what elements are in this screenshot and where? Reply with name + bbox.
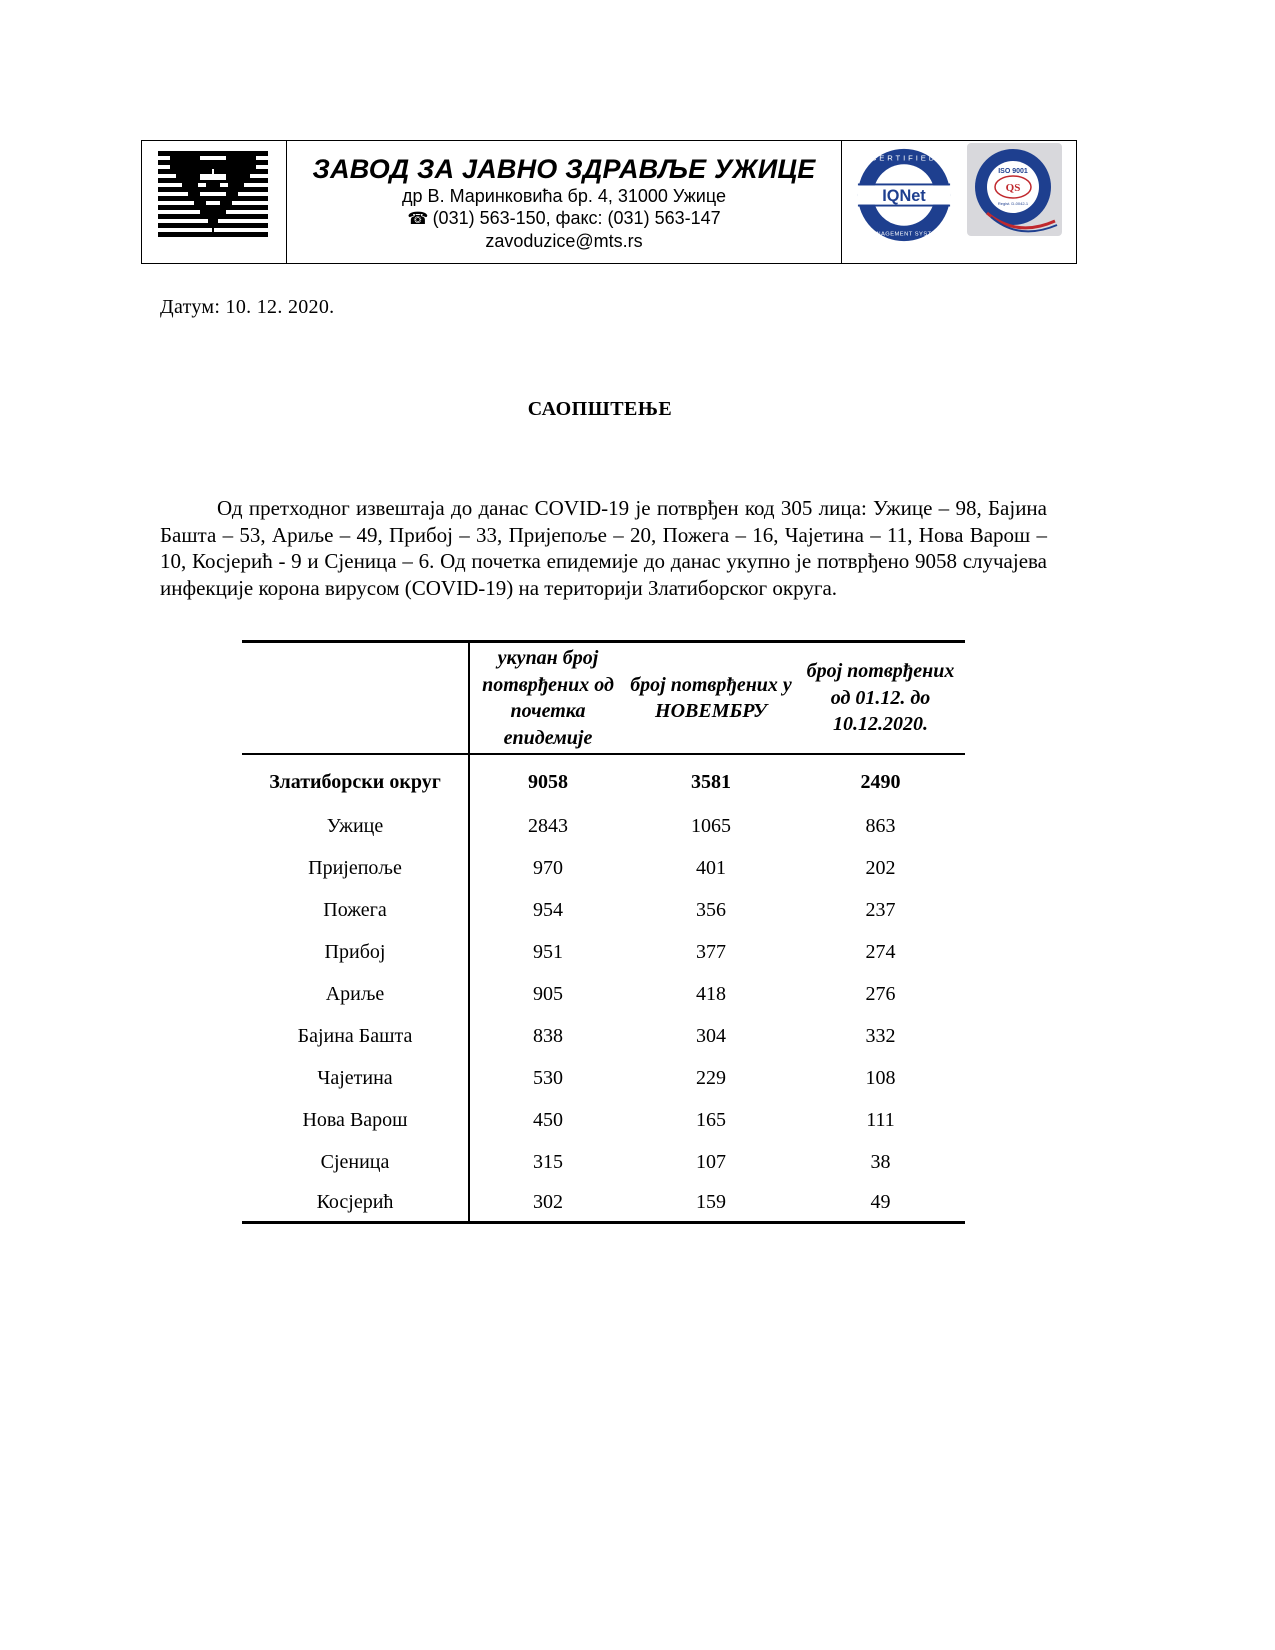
institution-email: zavoduzice@mts.rs bbox=[485, 231, 643, 251]
december-cases: 202 bbox=[865, 856, 896, 879]
cases-table-wrapper bbox=[242, 640, 965, 1224]
november-cases: 356 bbox=[696, 898, 726, 921]
table-row bbox=[242, 973, 965, 1015]
region-name: Чајетина bbox=[242, 1057, 469, 1099]
total-cases: 450 bbox=[533, 1108, 563, 1131]
table-row bbox=[242, 1099, 965, 1141]
total-cases: 838 bbox=[533, 1024, 563, 1047]
november-cases: 159 bbox=[696, 1190, 726, 1213]
region-name: Бајина Башта bbox=[242, 1015, 469, 1057]
phone-text: (031) 563-150, факс: (031) 563-147 bbox=[432, 208, 721, 228]
svg-text:QS: QS bbox=[1005, 182, 1021, 194]
december-cases: 2490 bbox=[860, 770, 901, 793]
table-row bbox=[242, 1141, 965, 1183]
iqnet-certified-badge-icon bbox=[856, 147, 952, 243]
december-cases: 274 bbox=[865, 940, 896, 963]
december-cases: 332 bbox=[865, 1024, 896, 1047]
header-region bbox=[242, 642, 469, 755]
total-cases: 315 bbox=[533, 1150, 563, 1173]
letterhead bbox=[141, 140, 1077, 264]
region-name: Пожега bbox=[242, 889, 469, 931]
total-cases: 2843 bbox=[528, 814, 568, 837]
region-name: Прибој bbox=[242, 931, 469, 973]
total-cases: 530 bbox=[533, 1066, 563, 1089]
svg-text:Regist. D-0042-1: Regist. D-0042-1 bbox=[997, 201, 1029, 206]
header-december: број потврђених од 01.12. до 10.12.2020. bbox=[806, 660, 955, 736]
region-name: Сјеница bbox=[242, 1141, 469, 1183]
table-row bbox=[242, 1057, 965, 1099]
november-cases: 3581 bbox=[691, 770, 731, 793]
table-header-row bbox=[242, 642, 965, 755]
institution-address: др В. Маринковића бр. 4, 31000 Ужице bbox=[402, 186, 726, 206]
november-cases: 1065 bbox=[691, 814, 731, 837]
table-row bbox=[242, 931, 965, 973]
total-cases: 9058 bbox=[528, 770, 568, 793]
svg-text:MANAGEMENT SYSTEM: MANAGEMENT SYSTEM bbox=[866, 231, 942, 238]
december-cases: 863 bbox=[865, 814, 896, 837]
december-cases: 111 bbox=[866, 1108, 895, 1131]
table-row bbox=[242, 847, 965, 889]
svg-text:IQNet: IQNet bbox=[882, 186, 926, 205]
december-cases: 49 bbox=[870, 1190, 891, 1213]
total-cases: 951 bbox=[533, 940, 563, 963]
document-title: САОПШТЕЊЕ bbox=[527, 398, 673, 420]
november-cases: 418 bbox=[696, 982, 726, 1005]
november-cases: 165 bbox=[696, 1108, 726, 1131]
logo-cell bbox=[142, 141, 287, 263]
region-name: Нова Варош bbox=[242, 1099, 469, 1141]
region-name: Косјерић bbox=[242, 1183, 469, 1223]
november-cases: 304 bbox=[696, 1024, 726, 1047]
telephone-icon: ☎ bbox=[407, 209, 429, 228]
iqs-iso-9001-badge-icon bbox=[967, 143, 1062, 236]
region-name: Ужице bbox=[242, 805, 469, 847]
december-cases: 237 bbox=[865, 898, 896, 921]
date-value: 10. 12. 2020. bbox=[225, 296, 335, 318]
table-row bbox=[242, 889, 965, 931]
header-total: укупан број потврђених од почетка епидемије bbox=[482, 647, 614, 749]
svg-text:ISO 9001: ISO 9001 bbox=[998, 168, 1028, 175]
header-november: број потврђених у НОВЕМБРУ bbox=[630, 673, 792, 722]
svg-text:CERTIFIED: CERTIFIED bbox=[870, 153, 938, 163]
table-row bbox=[242, 805, 965, 847]
institution-phone bbox=[287, 207, 841, 230]
november-cases: 401 bbox=[696, 856, 726, 879]
november-cases: 107 bbox=[696, 1150, 726, 1173]
total-cases: 302 bbox=[533, 1190, 563, 1213]
institution-name: ЗАВОД ЗА ЈАВНО ЗДРАВЉЕ УЖИЦЕ bbox=[312, 154, 816, 184]
total-cases: 905 bbox=[533, 982, 563, 1005]
november-cases: 377 bbox=[696, 940, 726, 963]
table-row bbox=[242, 1015, 965, 1057]
december-cases: 276 bbox=[865, 982, 896, 1005]
date-label: Датум: bbox=[160, 296, 221, 318]
certification-badges bbox=[842, 141, 1076, 263]
region-name: Пријепоље bbox=[242, 847, 469, 889]
institution-info bbox=[287, 141, 842, 263]
december-cases: 38 bbox=[870, 1150, 891, 1173]
document-date bbox=[160, 296, 334, 319]
table-row-total bbox=[242, 754, 965, 805]
iqs-badge-background bbox=[967, 143, 1062, 236]
table-row bbox=[242, 1183, 965, 1223]
body-paragraph: Од претходног извештаја до данас COVID-19 је потврђен код 305 лица: Ужице – 98, Бајина Башта – 53, Ариље – 49, Прибој – 33, Пријепоље – 20, Пожега – 16, Чајетина – 11, Нова Варош – 10, Косјерић - 9 и Сјеница – 6. Од почетка епидемије до данас укупно је потврђено 9058 случајева инфекције корона вирусом (COVID-19) на територији Златиборског округа. bbox=[160, 496, 1047, 600]
region-name: Ариље bbox=[242, 973, 469, 1015]
total-cases: 954 bbox=[533, 898, 563, 921]
cases-table bbox=[242, 640, 965, 1224]
region-name: Златиборски округ bbox=[242, 754, 469, 805]
november-cases: 229 bbox=[696, 1066, 726, 1089]
institute-emblem-icon bbox=[158, 149, 268, 239]
total-cases: 970 bbox=[533, 856, 563, 879]
december-cases: 108 bbox=[865, 1066, 896, 1089]
